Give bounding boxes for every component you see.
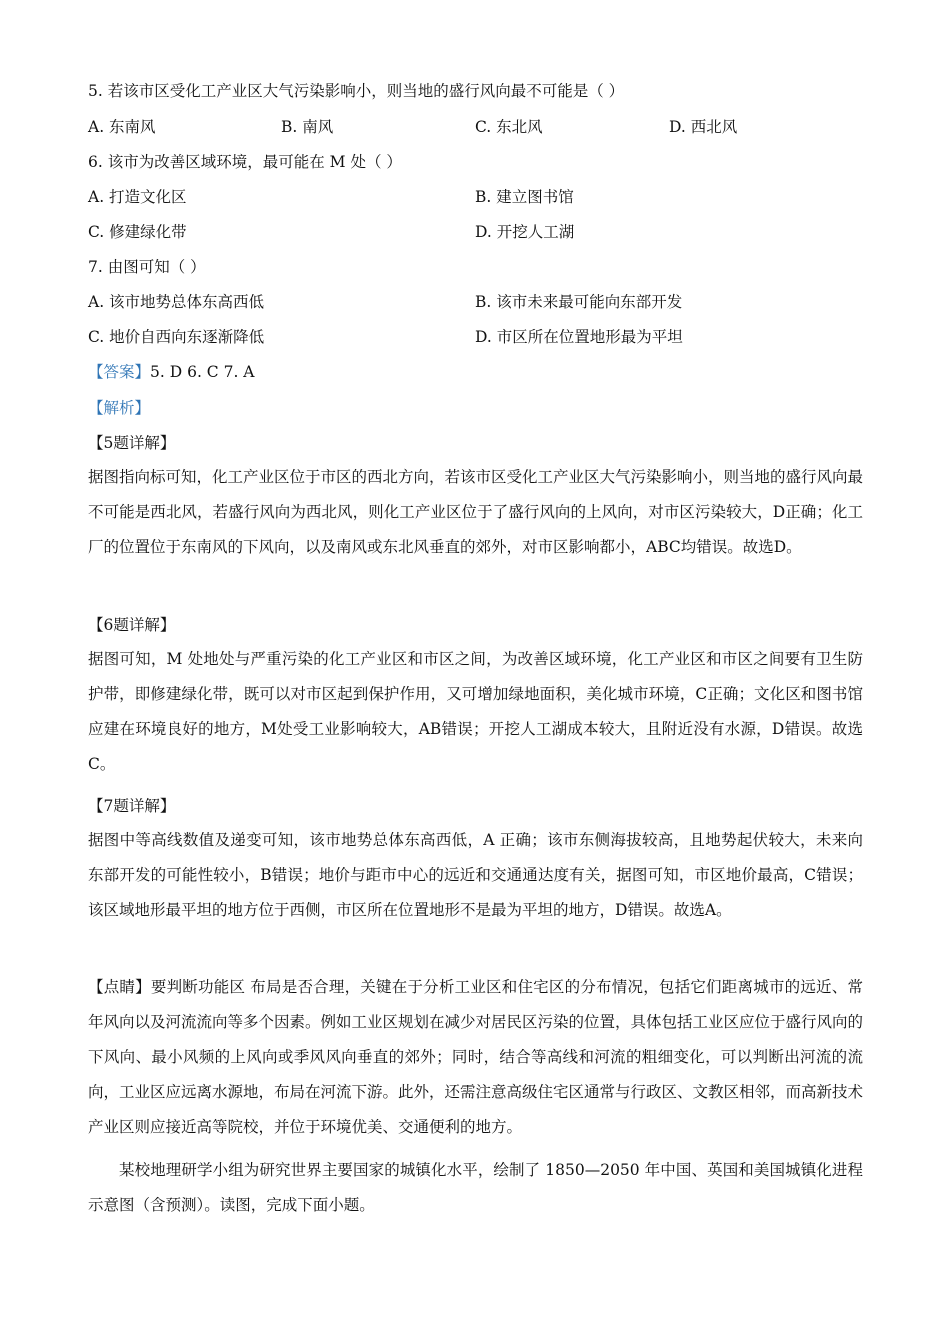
question-5-option-c: C. 东北风 [475, 118, 543, 136]
question-7-option-c: C. 地价自西向东逐渐降低 [88, 328, 265, 346]
detail-7-title: 【7题详解】 [88, 797, 176, 815]
answer-line [88, 361, 255, 383]
question-6-option-a: A. 打造文化区 [88, 188, 187, 206]
question-6-stem: 6. 该市为改善区域环境，最可能在 M 处（ ） [88, 153, 402, 171]
dianjing-text: 【点睛】要判断功能区 布局是否合理，关键在于分析工业区和住宅区的分布情况，包括它们距离城市的远近、常年风向以及河流流向等多个因素。例如工业区规划在减少对居民区污染的位置，具体包括工业区应位于盛行风向的下风向、最小风频的上风向或季风风向垂直的郊外；同时，结合等高线和河流的粗细变化，可以判断出河流的流向，工业区应远离水源地，布局在河流下游。此外，还需注意高级住宅区通常与行政区、文教区相邻，而高新技术产业区则应接近高等院校，并位于环境优美、交通便利的地方。 [88, 978, 864, 1136]
question-5-option-b: B. 南风 [281, 118, 334, 136]
detail-6-text: 据图可知，M 处地处与严重污染的化工产业区和市区之间，为改善区域环境，化工产业区和市区之间要有卫生防护带，即修建绿化带，既可以对市区起到保护作用，又可增加绿地面积，美化城市环境，C正确；文化区和图书馆应建在环境良好的地方，M处受工业影响较大，AB错误；开挖人工湖成本较大，且附近没有水源，D错误。故选C。 [88, 650, 863, 773]
detail-5-title: 【5题详解】 [88, 434, 176, 452]
question-7-option-a: A. 该市地势总体东高西低 [88, 293, 265, 311]
question-6-option-d: D. 开挖人工湖 [475, 223, 575, 241]
detail-5-text: 据图指向标可知，化工产业区位于市区的西北方向，若该市区受化工产业区大气污染影响小，则当地的盛行风向最不可能是西北风，若盛行风向为西北风，则化工产业区位于了盛行风向的上风向，对市区污染较大，D正确；化工厂的位置位于东南风的下风向，以及南风或东北风垂直的郊外，对市区影响都小，ABC均错误。故选D。 [88, 468, 864, 556]
answer-label: 【答案】 [88, 363, 151, 381]
question-5-stem: 5. 若该市区受化工产业区大气污染影响小，则当地的盛行风向最不可能是（ ） [88, 82, 625, 100]
detail-7-text: 据图中等高线数值及递变可知，该市地势总体东高西低，A 正确；该市东侧海拔较高，且地势起伏较大，未来向东部开发的可能性较小，B错误；地价与距市中心的远近和交通通达度有关，据图可知，市区地价最高，C错误；该区域地形最平坦的地方位于西侧，市区所在位置地形不是最为平坦的地方，D错误。故选A。 [88, 831, 863, 919]
question-5-option-a: A. 东南风 [88, 118, 156, 136]
question-6-option-c: C. 修建绿化带 [88, 223, 187, 241]
question-7-option-b: B. 该市未来最可能向东部开发 [475, 293, 683, 311]
question-6-option-b: B. 建立图书馆 [475, 188, 574, 206]
question-5-option-d: D. 西北风 [669, 118, 738, 136]
intro-paragraph: 某校地理研学小组为研究世界主要国家的城镇化水平，绘制了 1850—2050 年中国、英国和美国城镇化进程示意图（含预测）。读图，完成下面小题。 [88, 1161, 863, 1214]
detail-6-title: 【6题详解】 [88, 616, 176, 634]
answer-text: 5. D 6. C 7. A [150, 363, 255, 381]
question-7-stem: 7. 由图可知（ ） [88, 258, 206, 276]
analysis-label: 【解析】 [88, 399, 151, 417]
question-7-option-d: D. 市区所在位置地形最为平坦 [475, 328, 683, 346]
